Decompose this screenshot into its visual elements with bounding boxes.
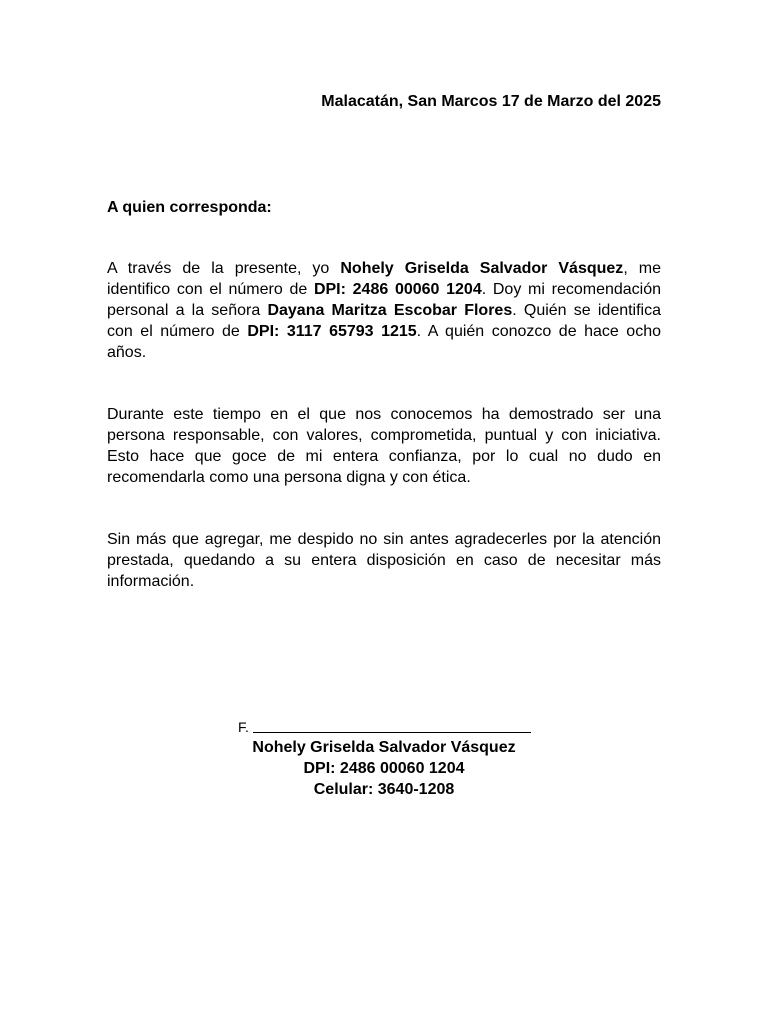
paragraph-text: . Quién se identifica con el número de <box>107 302 662 340</box>
author-name: Nohely Griselda Salvador Vásquez <box>340 260 624 277</box>
paragraph-text: . A quién conozco de hace ocho años. <box>107 323 662 361</box>
signature-block <box>180 717 588 800</box>
date-line: Malacatán, San Marcos 17 de Marzo del 2025 <box>321 93 661 110</box>
salutation: A quien corresponda: <box>107 199 272 216</box>
paragraph-text: , me identifico con el número de <box>107 260 662 298</box>
signature-prefix: F. <box>238 719 249 735</box>
signature-name: Nohely Griselda Salvador Vásquez <box>252 739 516 756</box>
paragraph-introduction <box>107 258 661 363</box>
paragraph-text: . Doy mi recomendación personal a la señora <box>107 281 662 319</box>
signature-dpi: DPI: 2486 00060 1204 <box>303 760 465 777</box>
signature-line-row <box>180 717 588 737</box>
recommended-dpi: DPI: 3117 65793 1215 <box>247 323 417 340</box>
recommended-name: Dayana Maritza Escobar Flores <box>267 302 513 319</box>
paragraph-text: A través de la presente, yo <box>107 260 341 277</box>
paragraph-closing: Sin más que agregar, me despido no sin antes agradecerles por la atención prestada, quedando a su entera disposición en caso de necesitar más información. <box>107 531 661 590</box>
signature-line <box>253 732 531 733</box>
paragraph-qualities: Durante este tiempo en el que nos conocemos ha demostrado ser una persona responsable, con valores, comprometida, puntual y con iniciativa. Esto hace que goce de mi entera confianza, por lo cual no dudo en recomendarla como una persona digna y con ética. <box>107 406 661 486</box>
author-dpi: DPI: 2486 00060 1204 <box>313 281 482 298</box>
signature-phone: Celular: 3640-1208 <box>313 781 455 798</box>
